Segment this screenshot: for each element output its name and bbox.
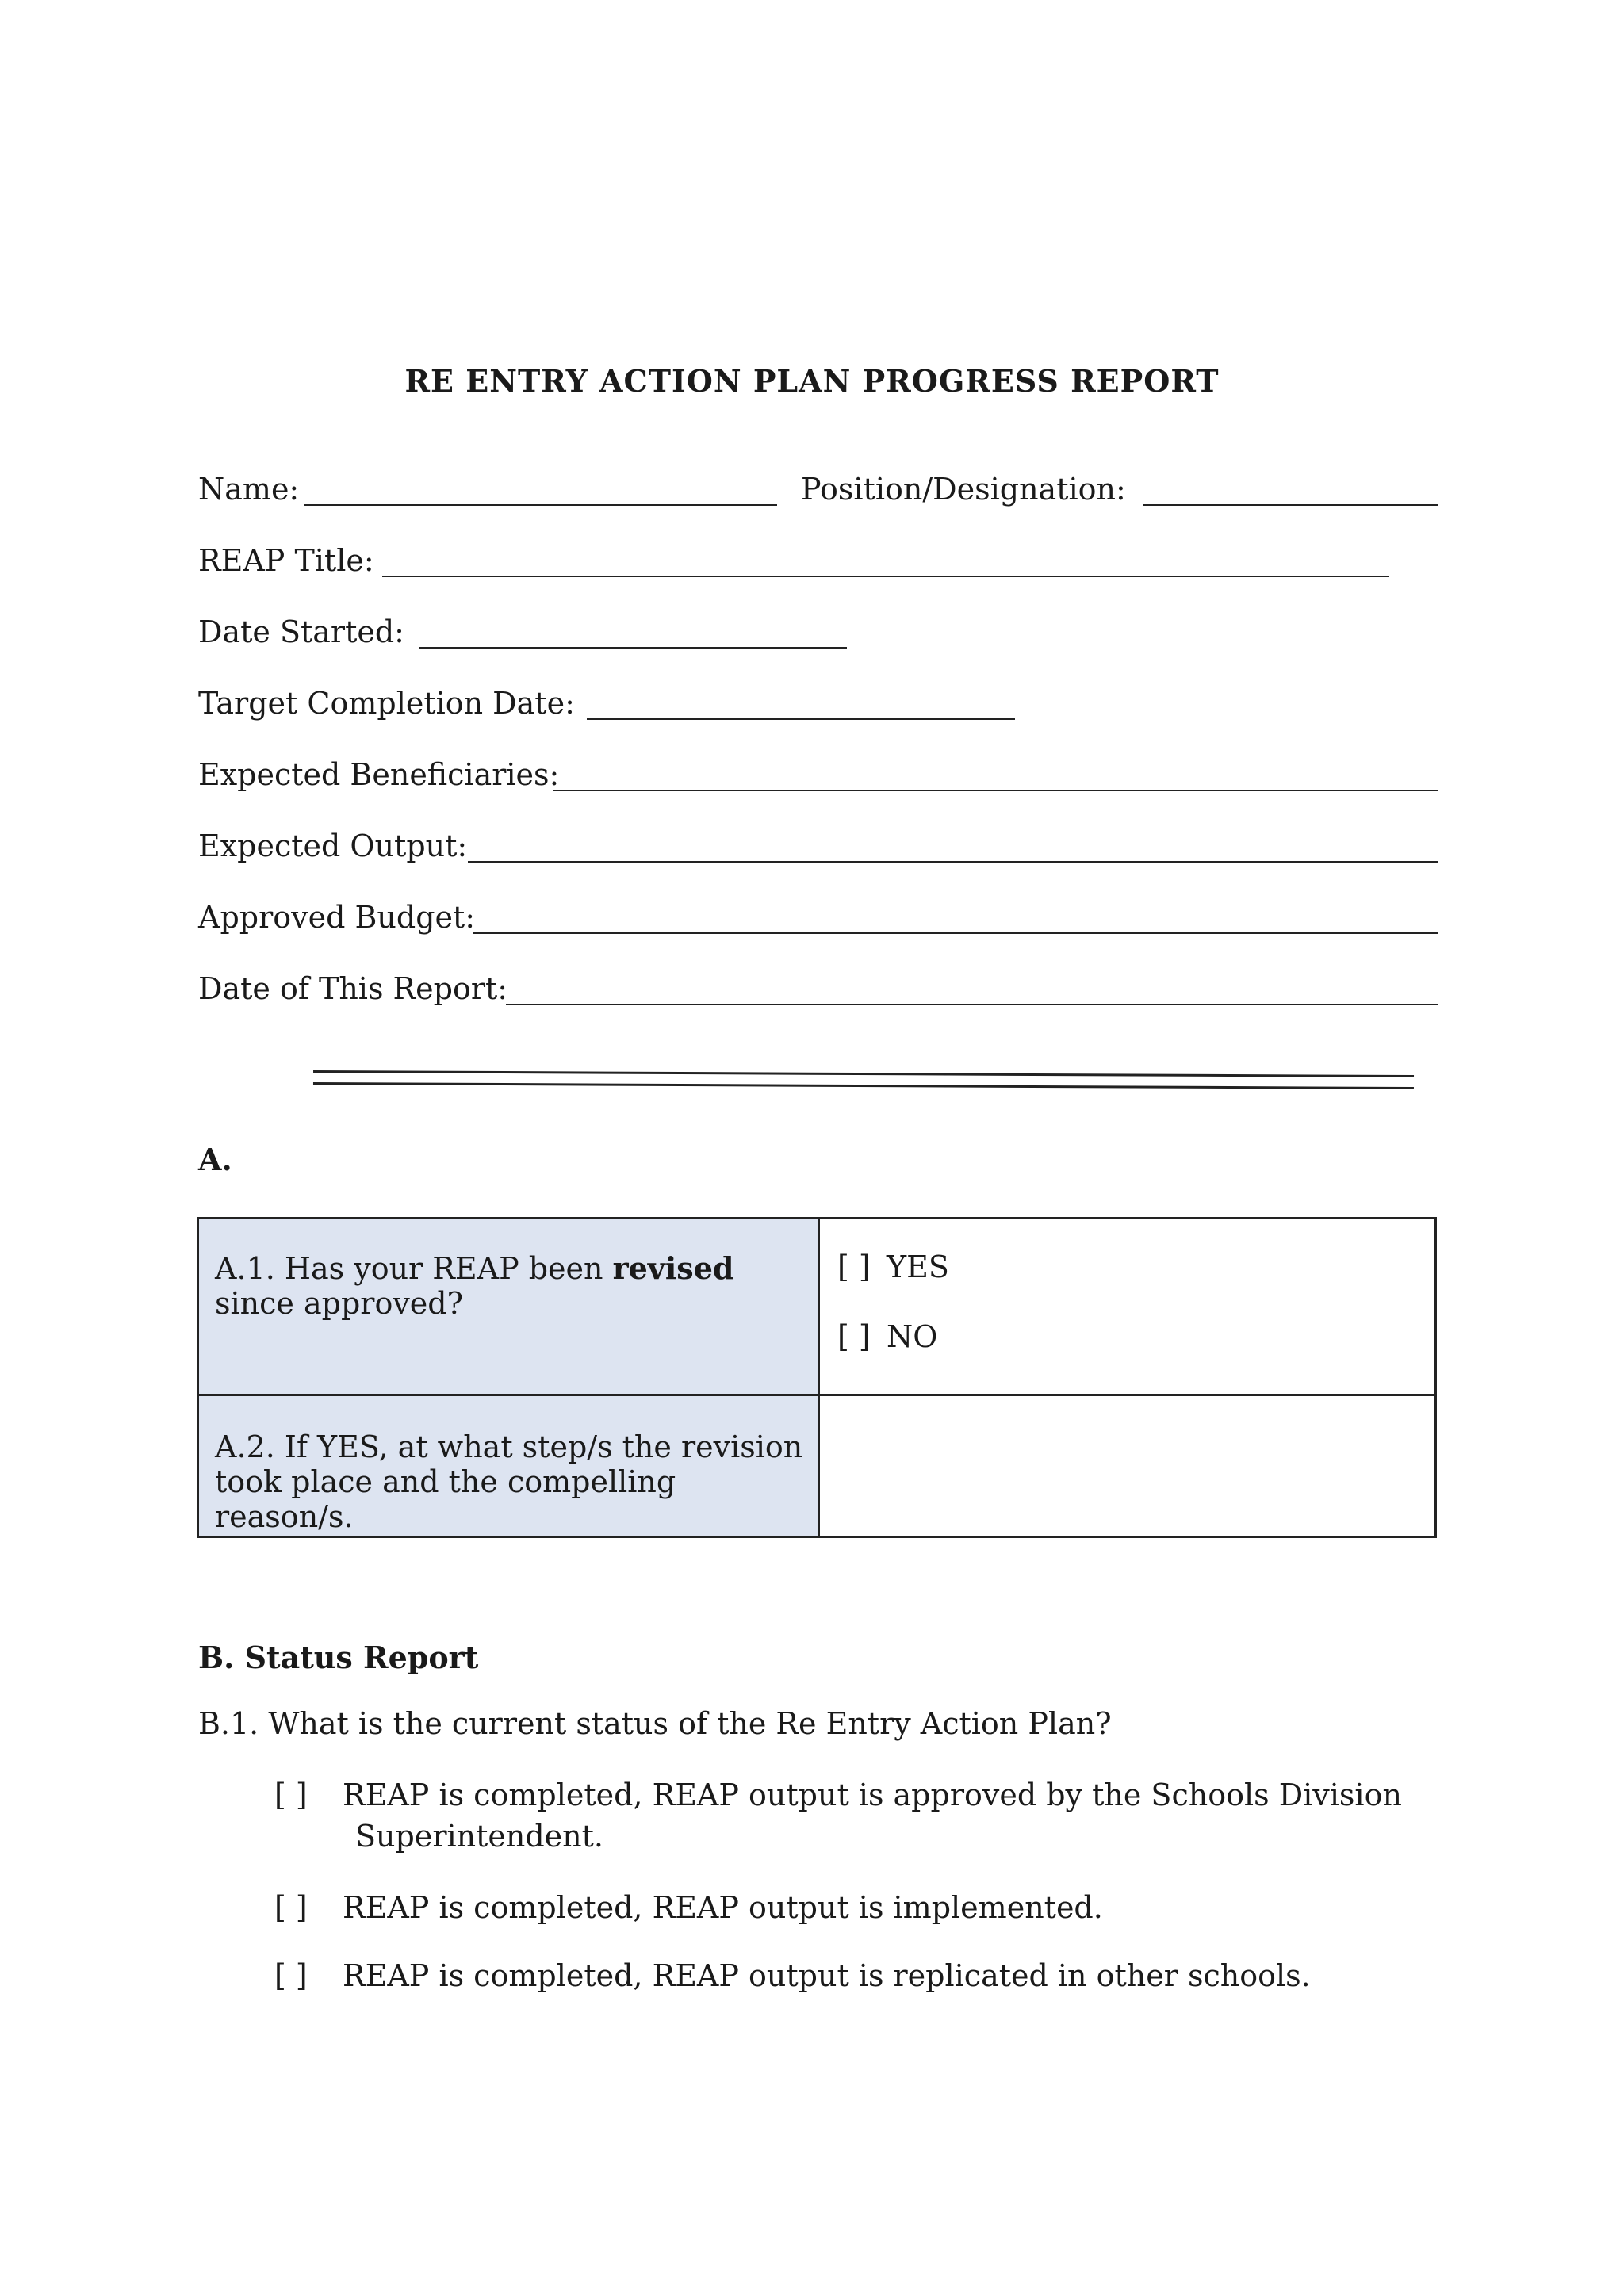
question-cell: [198, 1219, 819, 1395]
table-row: [198, 1219, 1436, 1395]
name-field[interactable]: [304, 504, 777, 506]
question-a1-bold: revised: [612, 1250, 734, 1286]
section-a-table: [197, 1217, 1437, 1538]
option-yes[interactable]: [820, 1235, 1434, 1319]
question-a1: [199, 1219, 818, 1321]
status-option-replicated-label: REAP is completed, REAP output is replicated in other schools.: [343, 1958, 1311, 1993]
approved-budget-label: Approved Budget:: [198, 900, 476, 935]
reap-title-label: REAP Title:: [198, 543, 374, 578]
checkbox-approved[interactable]: [ ]: [274, 1777, 308, 1812]
position-label: Position/Designation:: [801, 472, 1126, 507]
status-option-implemented-label: REAP is completed, REAP output is implemented.: [343, 1890, 1103, 1925]
option-yes-label: YES: [887, 1249, 949, 1284]
expected-beneficiaries-field[interactable]: [553, 790, 1438, 791]
target-completion-field[interactable]: [587, 718, 1015, 720]
checkbox-replicated[interactable]: [ ]: [274, 1958, 308, 1993]
target-completion-label: Target Completion Date:: [198, 686, 575, 721]
section-a-heading: A.: [198, 1142, 232, 1177]
status-option-approved-label-cont: Superintendent.: [355, 1819, 603, 1854]
status-option-approved-label: REAP is completed, REAP output is approved by the Schools Division: [343, 1777, 1402, 1812]
checkbox-no[interactable]: [ ]: [837, 1319, 871, 1354]
approved-budget-field[interactable]: [473, 932, 1438, 934]
expected-output-field[interactable]: [468, 861, 1438, 863]
date-of-report-field[interactable]: [506, 1004, 1438, 1005]
question-a1-text: A.1. Has your REAP been: [215, 1251, 613, 1286]
section-b-heading: B. Status Report: [198, 1640, 479, 1675]
position-field[interactable]: [1143, 504, 1438, 506]
date-started-field[interactable]: [419, 647, 847, 649]
answer-cell: [819, 1219, 1436, 1395]
status-option-implemented[interactable]: [274, 1887, 1103, 1928]
question-a2: A.2. If YES, at what step/s the revision took place and the compelling reason/s.: [215, 1429, 803, 1534]
answer-a2-cell[interactable]: [819, 1395, 1436, 1537]
checkbox-yes[interactable]: [ ]: [837, 1249, 871, 1284]
page-title: RE ENTRY ACTION PLAN PROGRESS REPORT: [404, 363, 1220, 399]
expected-output-label: Expected Output:: [198, 828, 468, 863]
name-label: Name:: [198, 472, 300, 507]
reap-title-field[interactable]: [382, 576, 1389, 577]
status-option-approved[interactable]: [274, 1774, 1402, 1857]
question-cell: [198, 1395, 819, 1537]
status-option-replicated[interactable]: [274, 1955, 1311, 1996]
double-divider: [313, 1070, 1414, 1089]
table-row: [198, 1395, 1436, 1537]
date-of-report-label: Date of This Report:: [198, 971, 508, 1006]
question-b1: B.1. What is the current status of the Re Entry Action Plan?: [198, 1706, 1112, 1741]
option-no-label: NO: [887, 1319, 938, 1354]
question-a1-text-end: since approved?: [215, 1286, 463, 1321]
checkbox-implemented[interactable]: [ ]: [274, 1890, 308, 1925]
option-no[interactable]: [820, 1319, 1434, 1389]
date-started-label: Date Started:: [198, 614, 404, 649]
expected-beneficiaries-label: Expected Beneficiaries:: [198, 757, 560, 792]
